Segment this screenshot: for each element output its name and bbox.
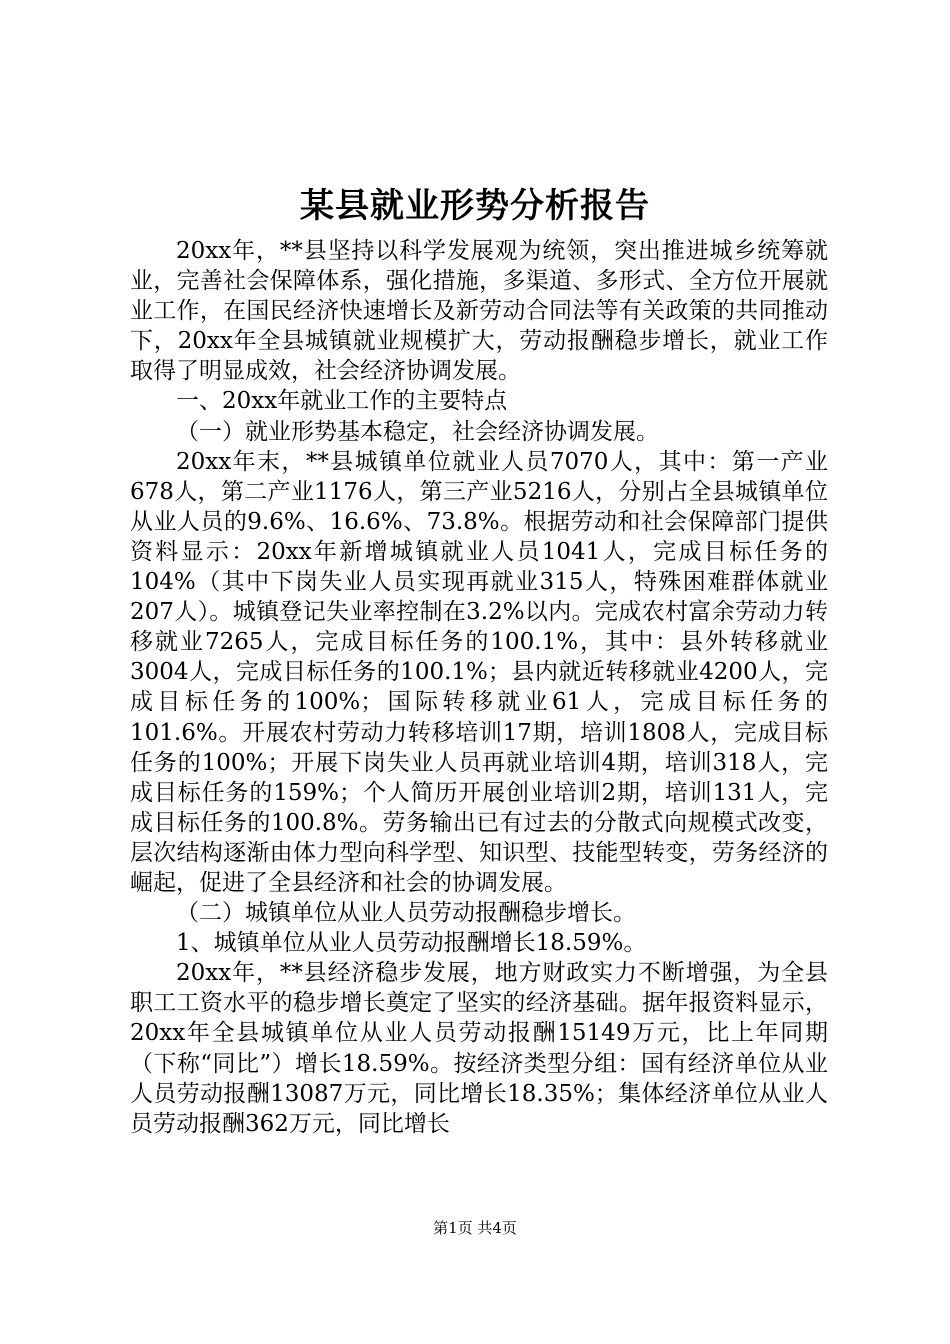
document-title: 某县就业形势分析报告 <box>300 186 650 226</box>
paragraph-intro: 20xx年，**县坚持以科学发展观为统领，突出推进城乡统筹就业，完善社会保障体系，强化措施，多渠道、多形式、全方位开展就业工作，在国民经济快速增长及新劳动合同法等有关政策的共同推动下，20xx年全县城镇就业规模扩大，劳动报酬稳步增长，就业工作取得了明显成效，社会经济协调发展。 <box>130 238 828 385</box>
document-body <box>130 236 828 1139</box>
paragraph-employment: 20xx年末，**县城镇单位就业人员7070人，其中：第一产业678人，第二产业1176人，第三产业5216人，分别占全县城镇单位从业人员的9.6%、16.6%、73.8%。根据劳动和社会保障部门提供资料显示：20xx年新增城镇就业人员1041人，完成目标任务的104%（其中下岗失业人员实现再就业315人，特殊困难群体就业207人）。城镇登记失业率控制在3.2%以内。完成农村富余劳动力转移就业7265人，完成目标任务的100.1%，其中：县外转移就业3004人，完成目标任务的100.1%；县内就近转移就业4200人，完成目标任务的100%；国际转移就业61人，完成目标任务的101.6%。开展农村劳动力转移培训17期，培训1808人，完成目标任务的100%；开展下岗失业人员再就业培训4期，培训318人，完成目标任务的159%；个人简历开展创业培训2期，培训131人，完成目标任务的100.8%。劳务输出已有过去的分散式向规模式改变，层次结构逐渐由体力型向科学型、知识型、技能型转变，劳务经济的崛起，促进了全县经济和社会的协调发展。 <box>130 448 828 896</box>
paragraph-wages: 20xx年，**县经济稳步发展，地方财政实力不断增强，为全县职工工资水平的稳步增长奠定了坚实的经济基础。据年报资料显示，20xx年全县城镇单位从业人员劳动报酬15149万元，比上年同期（下称“同比”）增长18.59%。按经济类型分组：国有经济单位从业人员劳动报酬13087万元，同比增长18.35%；集体经济单位从业人员劳动报酬362万元，同比增长 <box>130 960 828 1137</box>
subsection-heading-1: （一）就业形势基本稳定，社会经济协调发展。 <box>176 418 659 445</box>
section-heading-1: 一、20xx年就业工作的主要特点 <box>176 388 508 415</box>
subsection-heading-2: （二）城镇单位从业人员劳动报酬稳步增长。 <box>176 900 636 927</box>
page-footer: 第1页 共4页 <box>433 1219 517 1237</box>
item-heading-1: 1、城镇单位从业人员劳动报酬增长18.59%。 <box>176 930 647 957</box>
